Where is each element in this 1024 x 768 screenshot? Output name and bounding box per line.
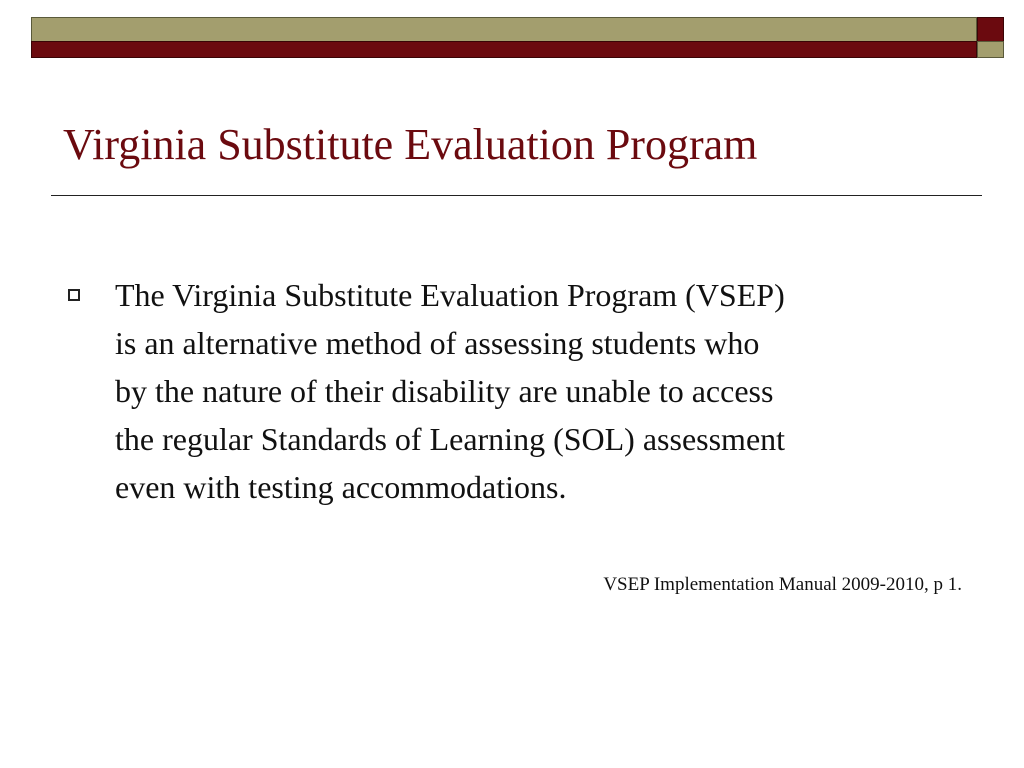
header-band-maroon <box>31 41 977 58</box>
title-divider <box>51 195 982 196</box>
header-band-olive <box>31 17 977 42</box>
hollow-square-bullet-icon <box>68 289 80 301</box>
header-square-olive <box>977 41 1004 58</box>
bullet-line: is an alternative method of assessing students who <box>115 325 760 361</box>
bullet-line: even with testing accommodations. <box>115 469 567 505</box>
slide-title: Virginia Substitute Evaluation Program <box>63 120 758 169</box>
bullet-line: by the nature of their disability are unable to access <box>115 373 774 409</box>
header-square-maroon <box>977 17 1004 42</box>
bullet-line: the regular Standards of Learning (SOL) assessment <box>115 421 786 457</box>
bullet-text <box>115 271 965 511</box>
bullet-line: The Virginia Substitute Evaluation Program (VSEP) <box>115 277 785 313</box>
source-citation: VSEP Implementation Manual 2009-2010, p 1. <box>603 574 962 595</box>
